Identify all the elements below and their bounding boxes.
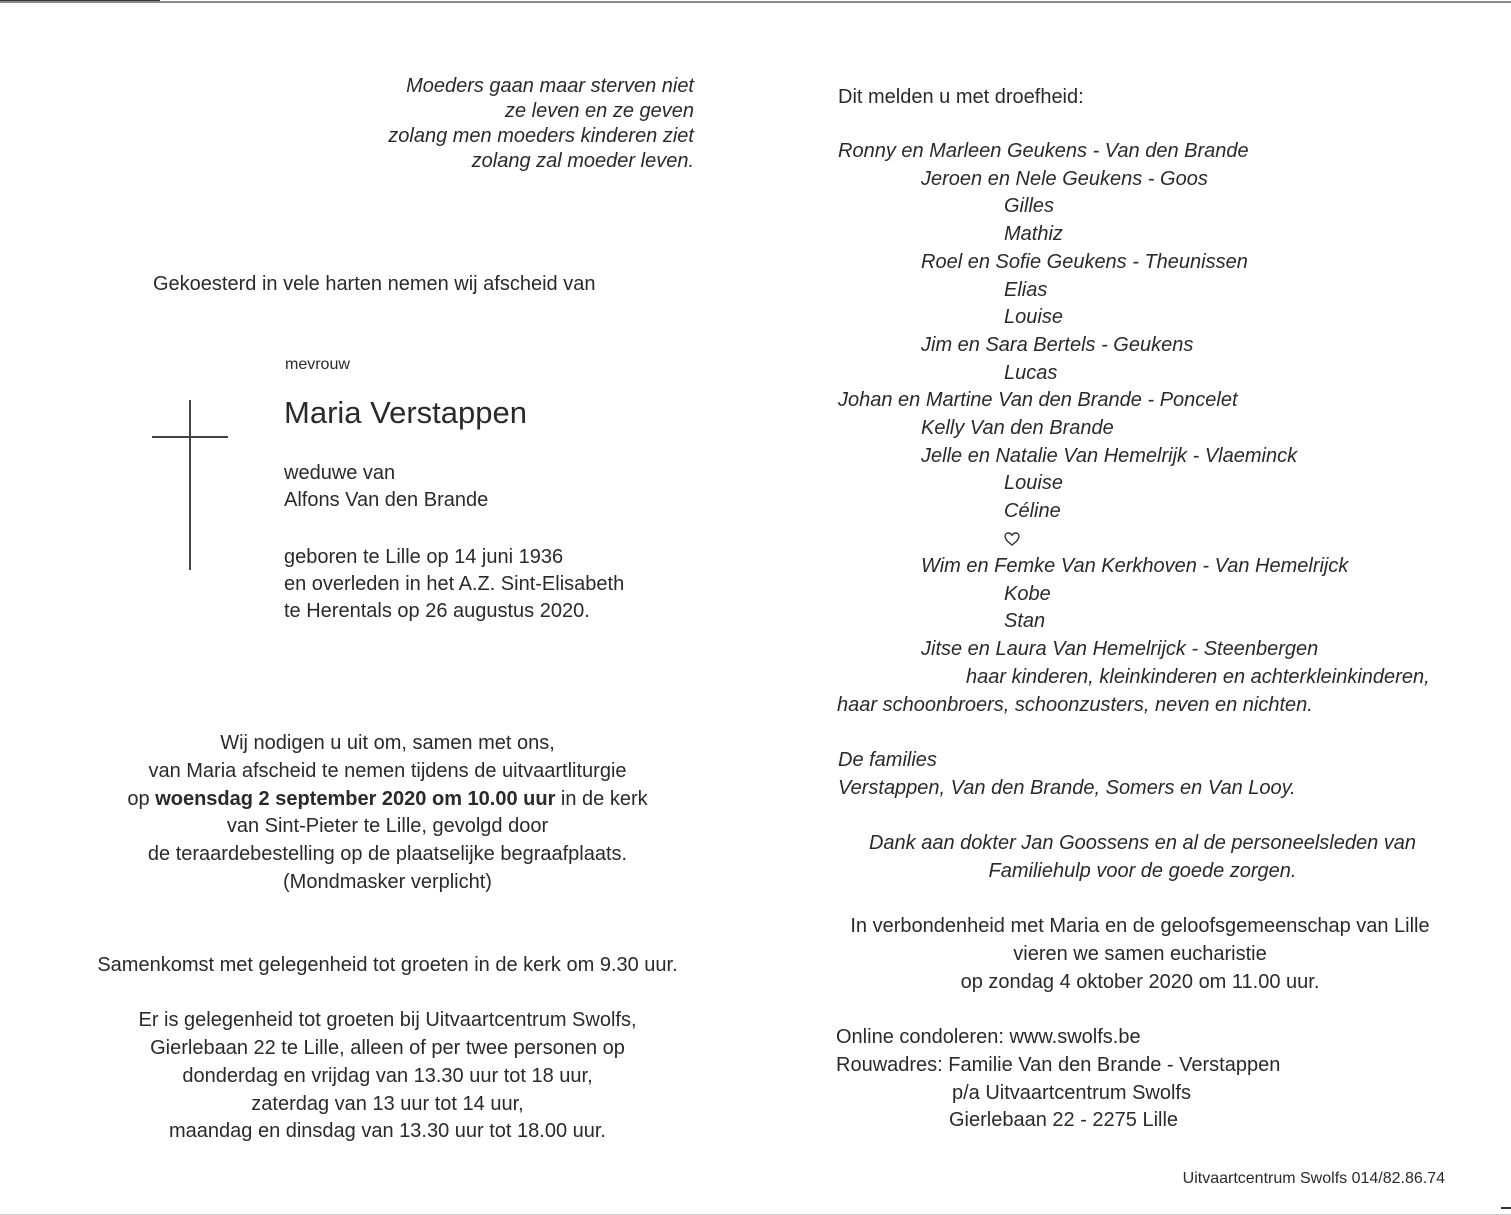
families-label: De families <box>838 749 937 771</box>
family-member: Céline <box>1004 500 1061 522</box>
funeral-home-footer: Uitvaartcentrum Swolfs 014/82.86.74 <box>1182 1170 1445 1187</box>
thanks-line: Familiehulp voor de goede zorgen. <box>988 860 1297 882</box>
family-member: Louise <box>1004 472 1063 494</box>
family-member: Johan en Martine Van den Brande - Poncelet <box>838 389 1238 411</box>
funeral-line: op woensdag 2 september 2020 om 10.00 uur in de kerk <box>127 788 648 810</box>
family-member: Mathiz <box>1004 223 1063 245</box>
funeral-line: (Mondmasker verplicht) <box>283 871 492 893</box>
corner-mark <box>1501 1207 1511 1209</box>
funeral-date: woensdag 2 september 2020 om 10.00 uur <box>155 788 556 810</box>
heart-icon <box>1003 530 1021 548</box>
mourning-address: Rouwadres: Familie Van den Brande - Verstappen <box>836 1054 1281 1076</box>
intro-text: Gekoesterd in vele harten nemen wij afscheid van <box>153 273 596 295</box>
family-summary: haar schoonbroers, schoonzusters, neven en nichten. <box>837 694 1313 716</box>
visitation-line: Er is gelegenheid tot groeten bij Uitvaartcentrum Swolfs, <box>138 1009 637 1031</box>
family-member: Elias <box>1004 279 1048 301</box>
cross-icon-bar <box>152 436 228 438</box>
family-member: Jelle en Natalie Van Hemelrijk - Vlaeminck <box>921 445 1298 467</box>
funeral-line: Wij nodigen u uit om, samen met ons, <box>220 732 555 754</box>
deceased-name: Maria Verstappen <box>284 395 527 430</box>
poem-line: zolang zal moeder leven. <box>471 150 694 172</box>
mourning-address-line: p/a Uitvaartcentrum Swolfs <box>952 1082 1191 1104</box>
deceased-title: mevrouw <box>285 356 350 373</box>
poem-line: ze leven en ze geven <box>504 100 694 122</box>
mourning-address-line: Gierlebaan 22 - 2275 Lille <box>949 1109 1179 1131</box>
family-summary: haar kinderen, kleinkinderen en achterkleinkinderen, <box>966 666 1430 688</box>
funeral-line: van Maria afscheid te nemen tijdens de uitvaartliturgie <box>148 760 627 782</box>
family-member: Kelly Van den Brande <box>921 417 1114 439</box>
family-member: Jim en Sara Bertels - Geukens <box>921 334 1194 356</box>
visitation-line: Gierlebaan 22 te Lille, alleen of per twee personen op <box>150 1037 625 1059</box>
family-member: Lucas <box>1004 362 1058 384</box>
birth-text: geboren te Lille op 14 juni 1936 <box>284 546 564 568</box>
eucharist-line: vieren we samen eucharistie <box>1013 943 1267 965</box>
family-member: Kobe <box>1004 583 1051 605</box>
top-border <box>0 1 1511 3</box>
death-text: en overleden in het A.Z. Sint-Elisabeth <box>284 573 625 595</box>
death-text: te Herentals op 26 augustus 2020. <box>284 600 590 622</box>
funeral-line: van Sint-Pieter te Lille, gevolgd door <box>226 815 549 837</box>
cross-icon <box>189 400 191 570</box>
poem-line: zolang men moeders kinderen ziet <box>388 125 694 147</box>
eucharist-line: In verbondenheid met Maria en de geloofsgemeenschap van Lille <box>850 915 1430 937</box>
family-member: Stan <box>1004 610 1046 632</box>
visitation-line: maandag en dinsdag van 13.30 uur tot 18.00 uur. <box>168 1120 606 1142</box>
family-member: Gilles <box>1004 195 1055 217</box>
online-condolences: Online condoleren: www.swolfs.be <box>836 1026 1141 1048</box>
thanks-line: Dank aan dokter Jan Goossens en al de personeelsleden van <box>868 832 1417 854</box>
family-member: Roel en Sofie Geukens - Theunissen <box>921 251 1248 273</box>
family-member: Ronny en Marleen Geukens - Van den Brande <box>838 140 1249 162</box>
eucharist-line: op zondag 4 oktober 2020 om 11.00 uur. <box>960 971 1320 993</box>
families-names: Verstappen, Van den Brande, Somers en Van Looy. <box>838 777 1296 799</box>
family-member: Jitse en Laura Van Hemelrijck - Steenbergen <box>921 638 1319 660</box>
family-member: Jeroen en Nele Geukens - Goos <box>921 168 1208 190</box>
gathering-text: Samenkomst met gelegenheid tot groeten in de kerk om 9.30 uur. <box>97 954 678 976</box>
visitation-line: donderdag en vrijdag van 13.30 uur tot 18 uur, <box>182 1065 593 1087</box>
announcement: Dit melden u met droefheid: <box>838 86 1084 108</box>
spouse-name: Alfons Van den Brande <box>284 489 489 511</box>
family-member: Wim en Femke Van Kerkhoven - Van Hemelrijck <box>921 555 1349 577</box>
poem-line: Moeders gaan maar sterven niet <box>406 75 694 97</box>
family-member: Louise <box>1004 306 1063 328</box>
widow-label: weduwe van <box>284 462 396 484</box>
funeral-line: de teraardebestelling op de plaatselijke begraafplaats. <box>147 843 628 865</box>
visitation-line: zaterdag van 13 uur tot 14 uur, <box>251 1093 524 1115</box>
